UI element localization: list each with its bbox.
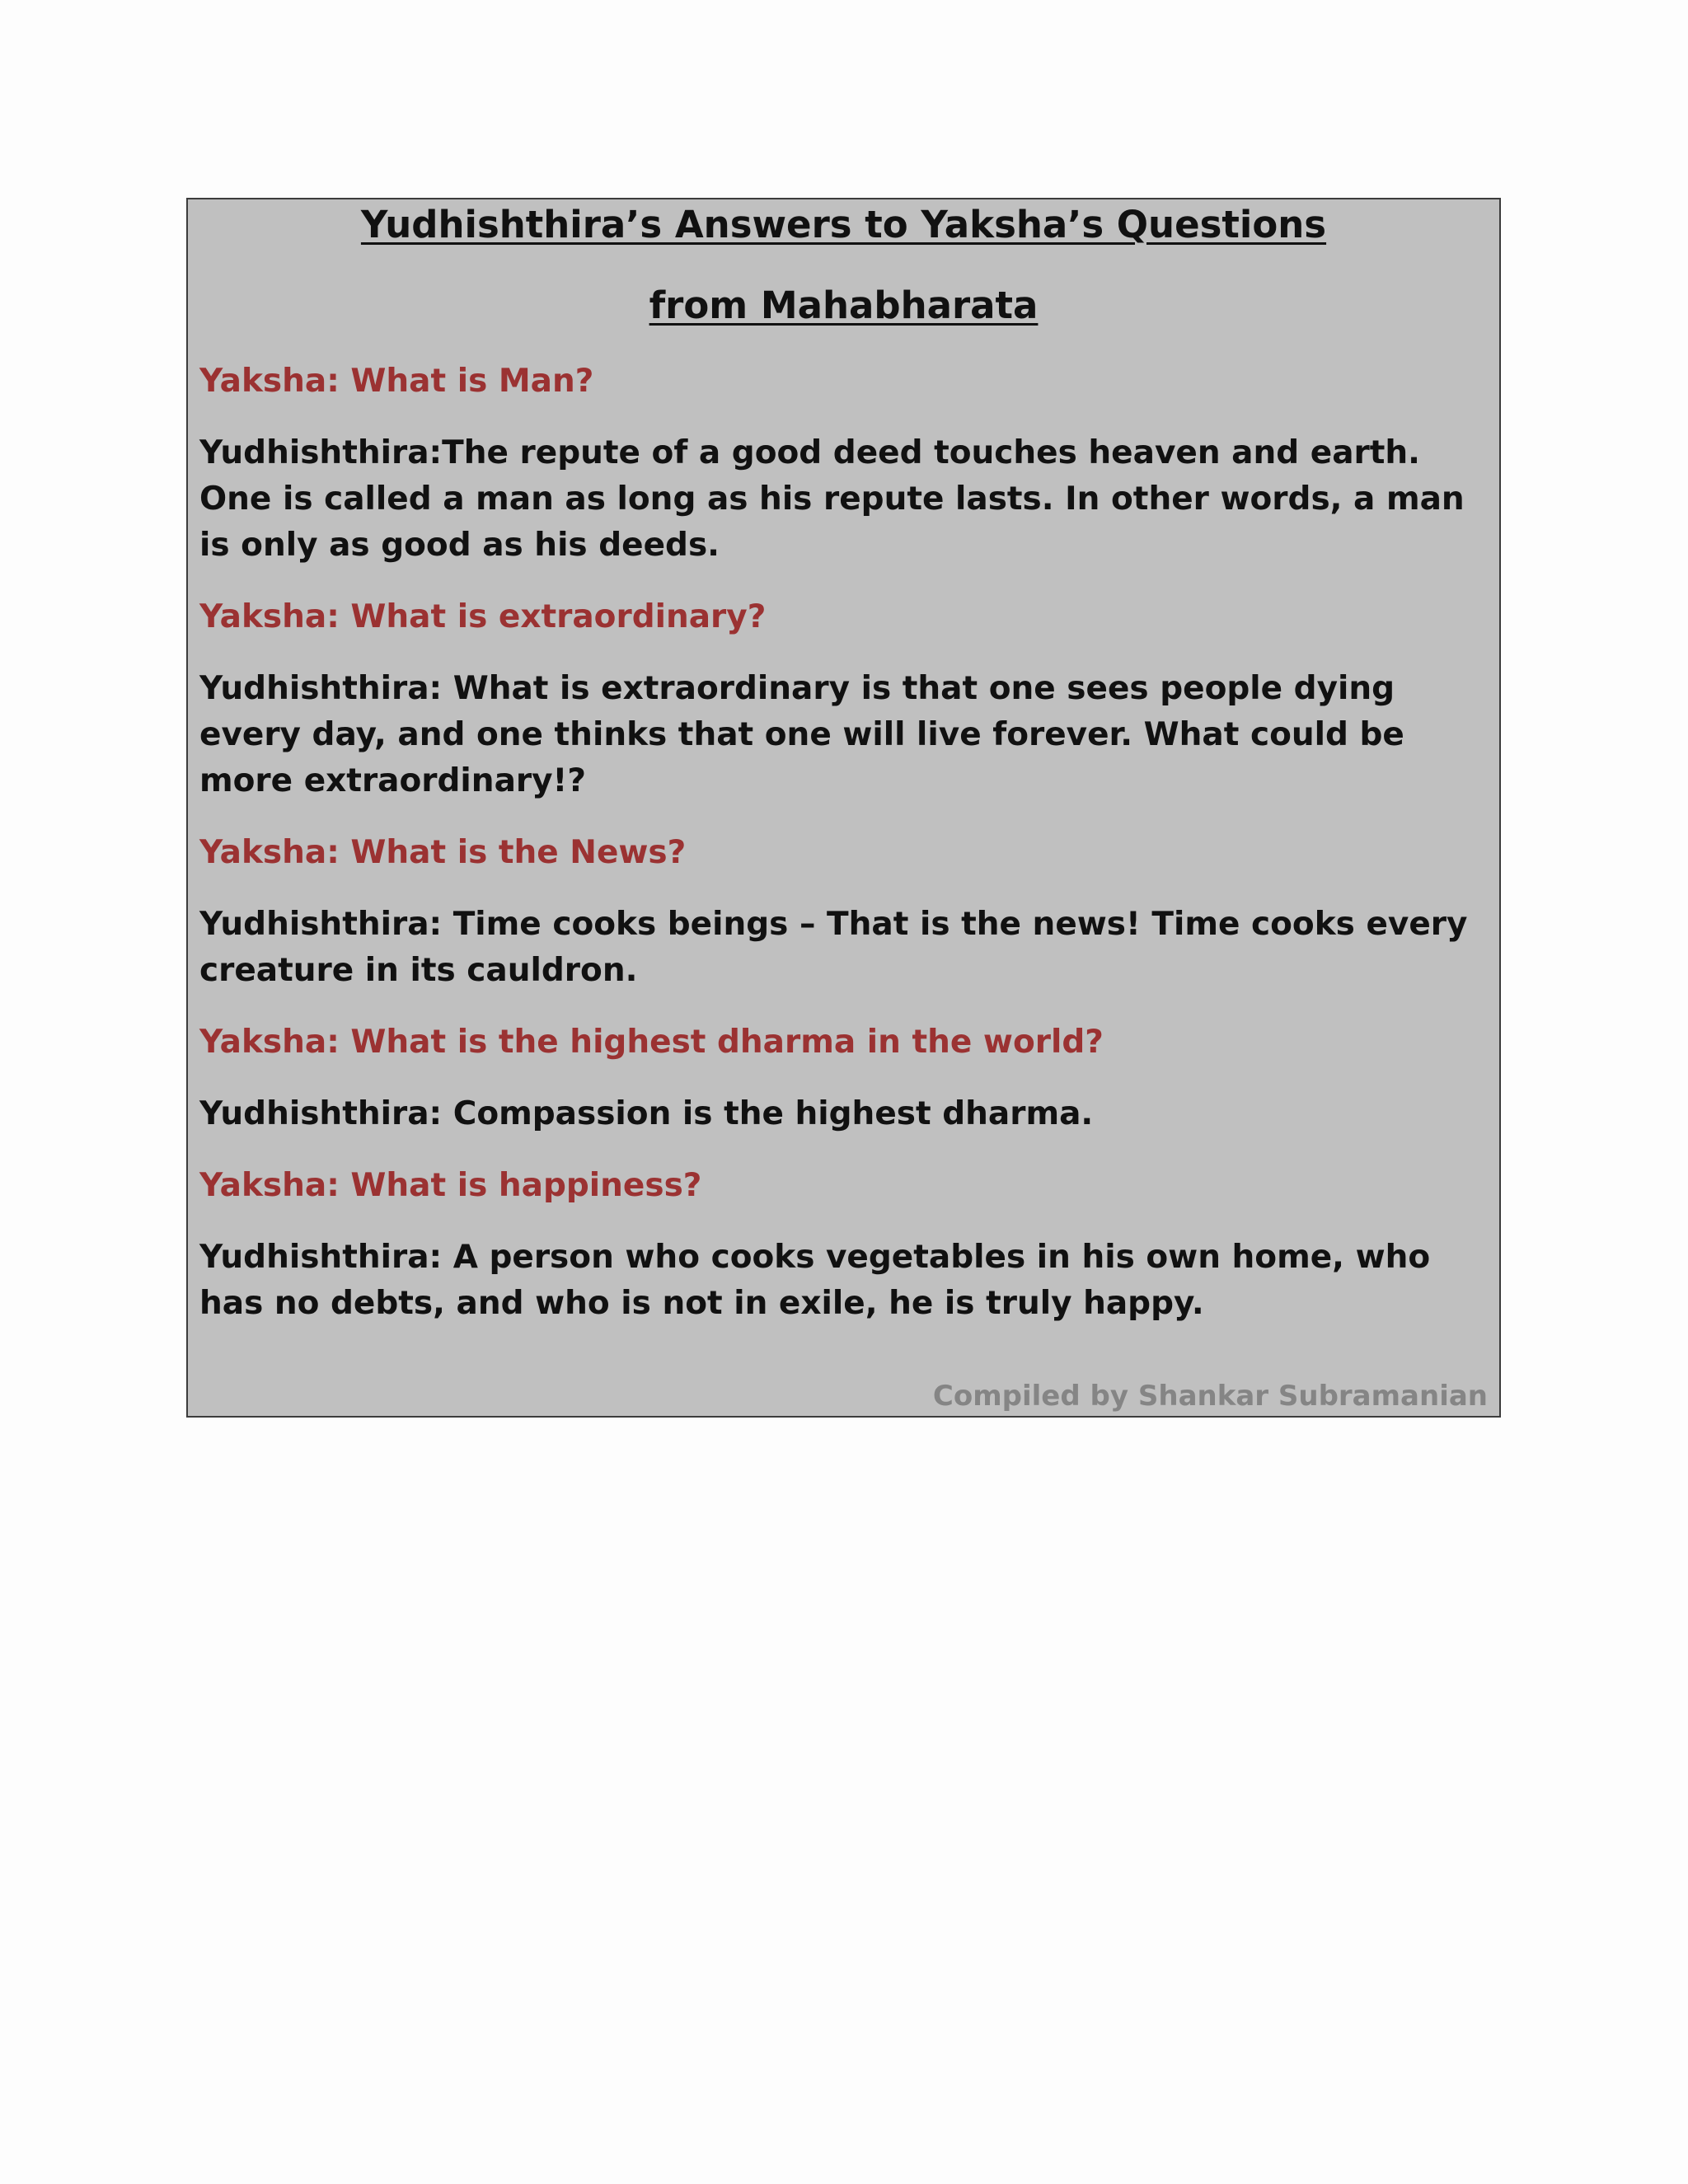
question-text: Yaksha: What is extraordinary? — [199, 598, 767, 635]
qa-item — [199, 831, 1488, 994]
qa-item — [199, 1020, 1488, 1137]
qa-item — [199, 595, 1488, 804]
question-text: Yaksha: What is happiness? — [199, 1167, 702, 1204]
question-text: Yaksha: What is Man? — [199, 363, 594, 400]
qa-panel — [186, 198, 1501, 1418]
qa-item — [199, 359, 1488, 569]
compiler-credit: Compiled by Shankar Subramanian — [932, 1380, 1488, 1413]
document-subtitle: from Mahabharata — [649, 284, 1039, 327]
qa-list — [199, 359, 1488, 1327]
answer-text: Yudhishthira: Compassion is the highest dharma. — [199, 1095, 1094, 1132]
question-text: Yaksha: What is the News? — [199, 834, 687, 871]
question-text: Yaksha: What is the highest dharma in the world? — [199, 1024, 1104, 1061]
answer-text: Yudhishthira: Time cooks beings – That is the news! Time cooks every creature in its cauldron. — [199, 906, 1468, 989]
qa-item — [199, 1164, 1488, 1327]
answer-text: Yudhishthira: A person who cooks vegetables in his own home, who has no debts, and who is not in exile, he is truly happy. — [199, 1239, 1431, 1322]
answer-text: Yudhishthira: What is extraordinary is that one sees people dying every day, and one thinks that one will live forever. What could be more extraordinary!? — [199, 670, 1404, 799]
document-title: Yudhishthira’s Answers to Yaksha’s Questions — [360, 203, 1327, 246]
answer-text: Yudhishthira:The repute of a good deed touches heaven and earth. One is called a man as long as his repute lasts. In other words, a man is only as good as his deeds. — [199, 434, 1465, 564]
